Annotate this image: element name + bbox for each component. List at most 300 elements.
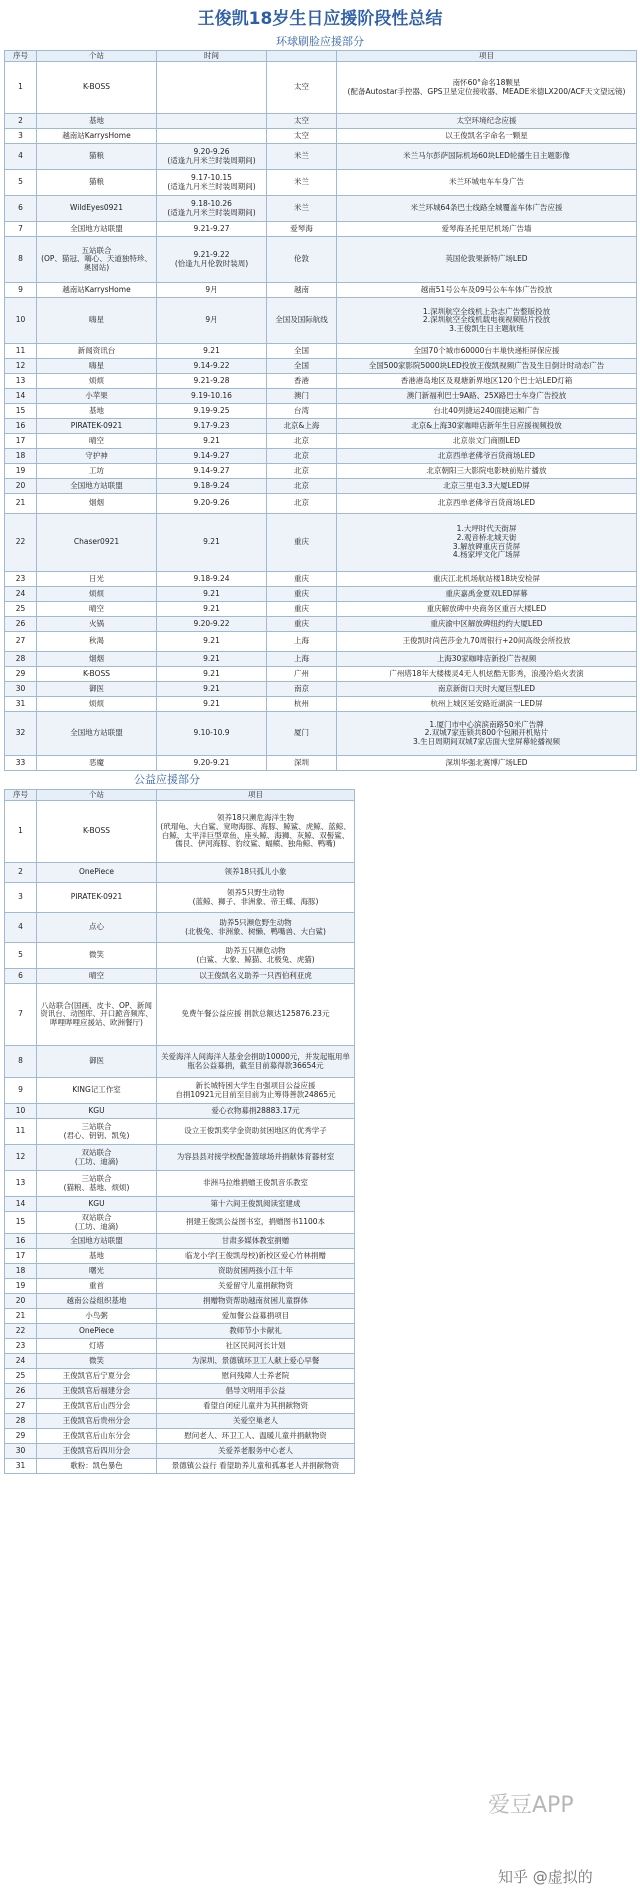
table-cell: 重庆	[267, 587, 337, 602]
table-cell: 晴空	[37, 434, 157, 449]
table-row	[5, 1459, 355, 1474]
table-cell: 19	[5, 464, 37, 479]
table-cell: 9.21	[157, 514, 267, 572]
table-cell: 太空	[267, 62, 337, 114]
table-cell: 御医	[37, 1046, 157, 1078]
table-cell: K-BOSS	[37, 801, 157, 863]
header-site: 个站	[37, 51, 157, 62]
table-cell: 18	[5, 1264, 37, 1279]
table-cell: 关爱空巢老人	[157, 1414, 355, 1429]
table-cell: 8	[5, 1046, 37, 1078]
table-cell: 香港	[267, 374, 337, 389]
table-cell: 9.18-9.24	[157, 572, 267, 587]
table-cell: 秋渴	[37, 632, 157, 652]
table-cell: 曙光	[37, 1264, 157, 1279]
table-cell: 米兰马尔彭萨国际机场60块LED轮播生日主题影像	[337, 144, 637, 170]
table-cell: 北京	[267, 449, 337, 464]
table-row	[5, 129, 637, 144]
table-row	[5, 943, 355, 969]
table-cell: 领养18只濒危海洋生物 (玳瑁龟、大白鲨、宽吻海豚、海豚、鲸鲨、虎鲸、蓝鲸、白鲸、太平洋巨型章鱼、座头鲸、海狮、灰鲸、双髻鲨、儒艮、伊河海豚、豹纹鲨、蝠鲼、独角鲸、鸭嘴)	[157, 801, 355, 863]
table-cell: 王俊凯官后宁夏分会	[37, 1369, 157, 1384]
table-cell: 29	[5, 667, 37, 682]
table-row	[5, 359, 637, 374]
table-cell: 9.20-9.26 (适逢九月米兰时装周期间)	[157, 144, 267, 170]
table-cell: 领养18只孤儿小象	[157, 863, 355, 883]
table-cell: 22	[5, 514, 37, 572]
table-cell: 捐赠物资帮助越南贫困儿童群体	[157, 1294, 355, 1309]
table-cell: 资助贫困两孩小江十年	[157, 1264, 355, 1279]
table-cell: 9.21	[157, 682, 267, 697]
table-row	[5, 1046, 355, 1078]
table-cell: 16	[5, 419, 37, 434]
table-cell: 王俊凯官后贵州分会	[37, 1414, 157, 1429]
table-header-row	[5, 790, 355, 801]
table-row	[5, 170, 637, 196]
table-cell: 9.19-10.16	[157, 389, 267, 404]
table-row	[5, 1234, 355, 1249]
table-cell: 24	[5, 587, 37, 602]
table-cell: 9.20-9.22	[157, 617, 267, 632]
table-cell: 27	[5, 632, 37, 652]
table-cell: 1.大坪时代天街屏 2.观音桥北城天街 3.解放碑重庆百货屏 4.杨家坪文化广场屏	[337, 514, 637, 572]
table-cell: 免费午餐公益应援 捐款总额达125876.23元	[157, 984, 355, 1046]
table-cell: 11	[5, 1119, 37, 1145]
table-cell: 社区民间河长计划	[157, 1339, 355, 1354]
table-cell: 19	[5, 1279, 37, 1294]
table-cell: 越南51号公车及09号公车车体广告投放	[337, 283, 637, 298]
section1-title: 环球刷脸应援部分	[276, 35, 364, 48]
table-cell: 31	[5, 697, 37, 712]
table-cell: 28	[5, 1414, 37, 1429]
table-cell: 25	[5, 602, 37, 617]
table-cell: 1	[5, 62, 37, 114]
table-row	[5, 667, 637, 682]
table-cell: PIRATEK-0921	[37, 883, 157, 913]
table-row	[5, 222, 637, 237]
table-cell: 教师节小卡献礼	[157, 1324, 355, 1339]
table-cell: 13	[5, 374, 37, 389]
table-cell: 3	[5, 129, 37, 144]
table-cell: 爱琴海	[267, 222, 337, 237]
table-cell: 9.10-10.9	[157, 712, 267, 756]
table-cell: 17	[5, 1249, 37, 1264]
table-row	[5, 602, 637, 617]
table-cell: 9.21-9.28	[157, 374, 267, 389]
table-cell: 北京三里屯3.3大厦LED屏	[337, 479, 637, 494]
table-row	[5, 479, 637, 494]
table-cell: 杭州	[267, 697, 337, 712]
table-cell: 英国伦敦果新特广场LED	[337, 237, 637, 283]
table-row	[5, 389, 637, 404]
table-cell: 26	[5, 1384, 37, 1399]
table-cell: 15	[5, 404, 37, 419]
table-cell: 工坊	[37, 464, 157, 479]
table-cell: 重庆江北机场航站楼18块安检屏	[337, 572, 637, 587]
table-cell: 全国500家影院5000块LED投放王俊凯视频广告及生日倒计时动态广告	[337, 359, 637, 374]
table-cell: 上海	[267, 652, 337, 667]
table-cell: 9月	[157, 283, 267, 298]
table-cell: 关爱养老服务中心老人	[157, 1444, 355, 1459]
table-row	[5, 374, 637, 389]
table-cell: 米兰环城64条巴士线路全城覆盖车体广告应援	[337, 196, 637, 222]
table-cell: 全国地方站联盟	[37, 222, 157, 237]
table-row	[5, 1145, 355, 1171]
section2-title: 公益应援部分	[134, 773, 200, 786]
table-cell: 9.14-9.22	[157, 359, 267, 374]
table-cell: 18	[5, 449, 37, 464]
table-cell: 9.21-9.22 (恰逢九月伦敦时装周)	[157, 237, 267, 283]
table-cell: 14	[5, 1197, 37, 1212]
table-cell: 7	[5, 222, 37, 237]
table-cell: 重庆渝中区解放碑纽约约大厦LED	[337, 617, 637, 632]
table-cell: Chaser0921	[37, 514, 157, 572]
table-cell: 1.深圳航空全线机上杂志广告整版投放 2.深圳航空全线机载电视视频贴片投放 3.王俊凯生日主题航班	[337, 298, 637, 344]
table-cell: 米兰环城电车车身广告	[337, 170, 637, 196]
table-cell: 捐建王俊凯公益图书室，捐赠图书1100本	[157, 1212, 355, 1234]
table-cell: 太空环境纪念应援	[337, 114, 637, 129]
table-cell: 八站联合(国画、皮卡、OP、新闻资讯台、动图库、开口跪音频库、哔哩哔哩应援站、欧洲餐厅)	[37, 984, 157, 1046]
table-cell: 20	[5, 1294, 37, 1309]
table-row	[5, 1119, 355, 1145]
table-cell: 猫粮	[37, 170, 157, 196]
table-cell: 9.21	[157, 652, 267, 667]
table-cell: 北京	[267, 434, 337, 449]
table-cell: 临龙小学(王俊凯母校)新校区爱心竹林捐赠	[157, 1249, 355, 1264]
table-row	[5, 632, 637, 652]
table-cell: K-BOSS	[37, 667, 157, 682]
table-cell: 重庆	[267, 617, 337, 632]
table-cell: 9	[5, 1078, 37, 1104]
table-cell: 烟烟	[37, 652, 157, 667]
table-cell: 三站联合 (猫粮、基地、烦烦)	[37, 1171, 157, 1197]
billboard-table	[4, 50, 637, 771]
table-cell	[157, 62, 267, 114]
table-cell: 北京朝阳三大影院电影映前贴片播放	[337, 464, 637, 479]
table-row	[5, 1339, 355, 1354]
table-cell: 8	[5, 237, 37, 283]
table-cell: 慰问老人、环卫工人、温暖儿童并捐献物资	[157, 1429, 355, 1444]
table-cell: 广州	[267, 667, 337, 682]
table-cell: 21	[5, 494, 37, 514]
table-row	[5, 1354, 355, 1369]
table-row	[5, 572, 637, 587]
table-cell: 晴空	[37, 969, 157, 984]
table-cell: KING记工作室	[37, 1078, 157, 1104]
table-cell: 9.21	[157, 667, 267, 682]
table-cell: 烦烦	[37, 587, 157, 602]
table-cell: 王俊凯官后山西分会	[37, 1399, 157, 1414]
table-cell: 米兰	[267, 170, 337, 196]
table-cell: 烟烟	[37, 494, 157, 514]
table-row	[5, 1104, 355, 1119]
table-row	[5, 514, 637, 572]
app-watermark: 爱豆APP	[488, 1793, 574, 1818]
table-row	[5, 196, 637, 222]
table-cell: 守护神	[37, 449, 157, 464]
summary-page	[4, 4, 636, 1474]
table-cell: 全国地方站联盟	[37, 712, 157, 756]
table-row	[5, 62, 637, 114]
table-cell: 米兰	[267, 196, 337, 222]
table-cell: 日光	[37, 572, 157, 587]
table-cell: 双站联合 (工坊、迪滴)	[37, 1145, 157, 1171]
table-cell: 米兰	[267, 144, 337, 170]
table-row	[5, 756, 637, 771]
table-cell: 越南公益组织基地	[37, 1294, 157, 1309]
table-cell: 9月	[157, 298, 267, 344]
table-cell: 9.21	[157, 344, 267, 359]
zhihu-watermark: 知乎 @虚拟的	[498, 1868, 593, 1886]
table-row	[5, 1078, 355, 1104]
header-location	[267, 51, 337, 62]
table-row	[5, 1171, 355, 1197]
table-row	[5, 1384, 355, 1399]
table-cell: 三站联合 (君心、钥钥、凯兔)	[37, 1119, 157, 1145]
table-cell: 2	[5, 863, 37, 883]
header-site: 个站	[37, 790, 157, 801]
table-cell: 看望自闭症儿童并为其捐献物资	[157, 1399, 355, 1414]
table-cell: 上海	[267, 632, 337, 652]
table-row	[5, 697, 637, 712]
table-cell: 北京西单老佛爷百货商场LED	[337, 494, 637, 514]
table-cell: 爱琴海圣托里尼机场广告墙	[337, 222, 637, 237]
table-cell: 南京	[267, 682, 337, 697]
table-cell: 9.19-9.25	[157, 404, 267, 419]
table-cell: 30	[5, 1444, 37, 1459]
header-time: 时间	[157, 51, 267, 62]
table-cell: 基地	[37, 114, 157, 129]
table-cell: 小苹果	[37, 389, 157, 404]
table-cell: 爱加餐公益募捐项目	[157, 1309, 355, 1324]
table-cell: 恶魔	[37, 756, 157, 771]
table-cell: 9.14-9.27	[157, 464, 267, 479]
table-cell: 台北40列捷运240面捷运厢广告	[337, 404, 637, 419]
table-cell: 澳门新福利巴士9A路、25X路巴士车身广告投放	[337, 389, 637, 404]
table-cell: 15	[5, 1212, 37, 1234]
table-cell: 新长城特困大学生自强项目公益应援 自捐10921元目前至目前为止筹得善款24865元	[157, 1078, 355, 1104]
table-row	[5, 1414, 355, 1429]
table-cell: 32	[5, 712, 37, 756]
table-cell: OnePiece	[37, 863, 157, 883]
table-row	[5, 652, 637, 667]
table-cell: 9.18-9.24	[157, 479, 267, 494]
table-cell: 王俊凯时尚芭莎金九70周银行+20间高级会所投放	[337, 632, 637, 652]
table-cell: 北京	[267, 479, 337, 494]
table-cell: 全国地方站联盟	[37, 1234, 157, 1249]
table-cell: KGU	[37, 1104, 157, 1119]
table-cell: PIRATEK-0921	[37, 419, 157, 434]
table-cell: 关爱留守儿童捐献物资	[157, 1279, 355, 1294]
table-cell: 20	[5, 479, 37, 494]
table-cell: 慰问残障人士养老院	[157, 1369, 355, 1384]
table-row	[5, 1279, 355, 1294]
table-cell: 9.21	[157, 587, 267, 602]
table-row	[5, 1212, 355, 1234]
table-cell: 王俊凯官后四川分会	[37, 1444, 157, 1459]
table-row	[5, 1309, 355, 1324]
table-row	[5, 1264, 355, 1279]
table-cell: 非洲马拉维捐赠王俊凯音乐教室	[157, 1171, 355, 1197]
table-cell: 14	[5, 389, 37, 404]
table-row	[5, 404, 637, 419]
table-row	[5, 984, 355, 1046]
table-cell: 6	[5, 969, 37, 984]
table-row	[5, 1369, 355, 1384]
table-cell: 烦烦	[37, 374, 157, 389]
table-cell: 4	[5, 144, 37, 170]
table-cell: 灯塔	[37, 1339, 157, 1354]
table-cell: 9.20-9.26	[157, 494, 267, 514]
table-cell: 上海30家咖啡店新投广告视频	[337, 652, 637, 667]
table-cell: 33	[5, 756, 37, 771]
table-row	[5, 863, 355, 883]
table-cell: 9.17-9.23	[157, 419, 267, 434]
table-cell: 1.厦门市中心滨滨南路50米广告牌 2.双城7家连锁共800个包厢开机贴片 3.生日周期间双城7家店面大堂屏幕轮播视频	[337, 712, 637, 756]
table-cell: 9.14-9.27	[157, 449, 267, 464]
table-cell: 太空	[267, 114, 337, 129]
table-cell: 全国及国际航线	[267, 298, 337, 344]
table-cell: WildEyes0921	[37, 196, 157, 222]
table-cell: 重庆解放碑中央商务区重百大楼LED	[337, 602, 637, 617]
table-cell: 9.21	[157, 434, 267, 449]
table-cell: 微笑	[37, 943, 157, 969]
table-cell: 1	[5, 801, 37, 863]
table-cell: 基地	[37, 1249, 157, 1264]
table-cell: 烦烦	[37, 697, 157, 712]
table-cell: 太空	[267, 129, 337, 144]
table-cell: 27	[5, 1399, 37, 1414]
table-cell: 助养5只濒危野生动物 (北极兔、非洲象、树懒、鸭嘴兽、大白鲨)	[157, 913, 355, 943]
table-cell	[157, 129, 267, 144]
table-cell: 双站联合 (工坊、迪滴)	[37, 1212, 157, 1234]
table-cell: 助养五只濒危动物 (白鲨、大象、鲸猫、北极兔、虎猫)	[157, 943, 355, 969]
table-cell	[157, 114, 267, 129]
table-cell: 南怀60°命名18颗星 (配备Autostar手控器、GPS卫星定位接收器、MEADE米德LX200/ACF天文望远镜)	[337, 62, 637, 114]
table-cell: 10	[5, 1104, 37, 1119]
table-cell: 9.17-10.15 (适逢九月米兰时装周期间)	[157, 170, 267, 196]
table-cell: 28	[5, 652, 37, 667]
table-cell: 5	[5, 170, 37, 196]
table-cell: 重首	[37, 1279, 157, 1294]
table-cell: 11	[5, 344, 37, 359]
header-project: 项目	[337, 51, 637, 62]
table-cell: 御医	[37, 682, 157, 697]
table-cell: 深圳华强北赛博广场LED	[337, 756, 637, 771]
table-cell: 北京西单老佛爷百货商场LED	[337, 449, 637, 464]
table-cell: 以王俊凯名义助养一只西伯利亚虎	[157, 969, 355, 984]
table-cell: 杭州上城区延安路近湖滨一LED屏	[337, 697, 637, 712]
table-row	[5, 1324, 355, 1339]
table-cell: 2	[5, 114, 37, 129]
table-row	[5, 449, 637, 464]
table-cell: 9.21-9.27	[157, 222, 267, 237]
table-cell: 4	[5, 913, 37, 943]
table-row	[5, 419, 637, 434]
table-cell: 25	[5, 1369, 37, 1384]
table-cell: 重庆	[267, 602, 337, 617]
table-cell: 歌粉：凯色暴色	[37, 1459, 157, 1474]
table-cell: 第十六间王俊凯阅读室建成	[157, 1197, 355, 1212]
table-cell: 爱心衣物募捐28883.17元	[157, 1104, 355, 1119]
table-cell: 基地	[37, 404, 157, 419]
table-row	[5, 494, 637, 514]
table-cell: 12	[5, 359, 37, 374]
table-cell: 台湾	[267, 404, 337, 419]
table-cell: 9.20-9.21	[157, 756, 267, 771]
table-cell: OnePiece	[37, 1324, 157, 1339]
table-cell: 全国	[267, 359, 337, 374]
table-cell: 晴空	[37, 602, 157, 617]
table-cell: 广州塔18年大楼楼灵4无人机炫酷无影秀，浪漫冷焰火表演	[337, 667, 637, 682]
table-cell: 13	[5, 1171, 37, 1197]
table-row	[5, 969, 355, 984]
table-cell: K-BOSS	[37, 62, 157, 114]
table-cell: 领养5只野生动物 (蓝鲸、狮子、非洲象、帝王蝶、海豚)	[157, 883, 355, 913]
table-cell: 越南站KarrysHome	[37, 129, 157, 144]
table-cell: KGU	[37, 1197, 157, 1212]
table-cell: 9.21	[157, 632, 267, 652]
table-cell: 景德镇公益行 看望助养儿童和孤寡老人并捐献物资	[157, 1459, 355, 1474]
table-row	[5, 283, 637, 298]
table-cell: 为深圳、景德镇环卫工人献上爱心早餐	[157, 1354, 355, 1369]
table-row	[5, 1429, 355, 1444]
table-cell: 嗨星	[37, 298, 157, 344]
table-cell: 24	[5, 1354, 37, 1369]
table-row	[5, 1197, 355, 1212]
table-cell: 26	[5, 617, 37, 632]
table-cell: 倡导文明用手公益	[157, 1384, 355, 1399]
table-row	[5, 682, 637, 697]
table-header-row	[5, 51, 637, 62]
table-cell: 越南	[267, 283, 337, 298]
table-cell: 9.21	[157, 602, 267, 617]
table-cell: 21	[5, 1309, 37, 1324]
table-row	[5, 883, 355, 913]
table-row	[5, 587, 637, 602]
table-row	[5, 344, 637, 359]
table-row	[5, 1444, 355, 1459]
table-cell: 王俊凯官后山东分会	[37, 1429, 157, 1444]
table-cell: 12	[5, 1145, 37, 1171]
table-cell: 31	[5, 1459, 37, 1474]
table-cell: 6	[5, 196, 37, 222]
header-project: 项目	[157, 790, 355, 801]
table-cell: 香港港岛地区及观塘新界地区120个巴士站LED灯箱	[337, 374, 637, 389]
table-cell: 9	[5, 283, 37, 298]
table-row	[5, 712, 637, 756]
table-row	[5, 913, 355, 943]
table-cell: 重庆嘉禹金夏双LED屏幕	[337, 587, 637, 602]
table-cell: 火锅	[37, 617, 157, 632]
table-cell: 伦敦	[267, 237, 337, 283]
table-cell: 微笑	[37, 1354, 157, 1369]
table-cell: 猫粮	[37, 144, 157, 170]
table-row	[5, 1294, 355, 1309]
table-row	[5, 801, 355, 863]
table-cell: 北京&上海	[267, 419, 337, 434]
table-cell: 设立王俊凯奖学金资助贫困地区的优秀学子	[157, 1119, 355, 1145]
table-cell: 厦门	[267, 712, 337, 756]
table-cell: 22	[5, 1324, 37, 1339]
table-cell: 澳门	[267, 389, 337, 404]
table-cell: 点心	[37, 913, 157, 943]
table-cell: 全国地方站联盟	[37, 479, 157, 494]
table-cell: 16	[5, 1234, 37, 1249]
table-cell: 关爱海洋人间海洋人基金会捐助10000元，并发起瓶用单瓶名公益募捐，截至目前募得款36654元	[157, 1046, 355, 1078]
table-cell: 小鸟粥	[37, 1309, 157, 1324]
table-cell: 23	[5, 1339, 37, 1354]
table-cell: 23	[5, 572, 37, 587]
